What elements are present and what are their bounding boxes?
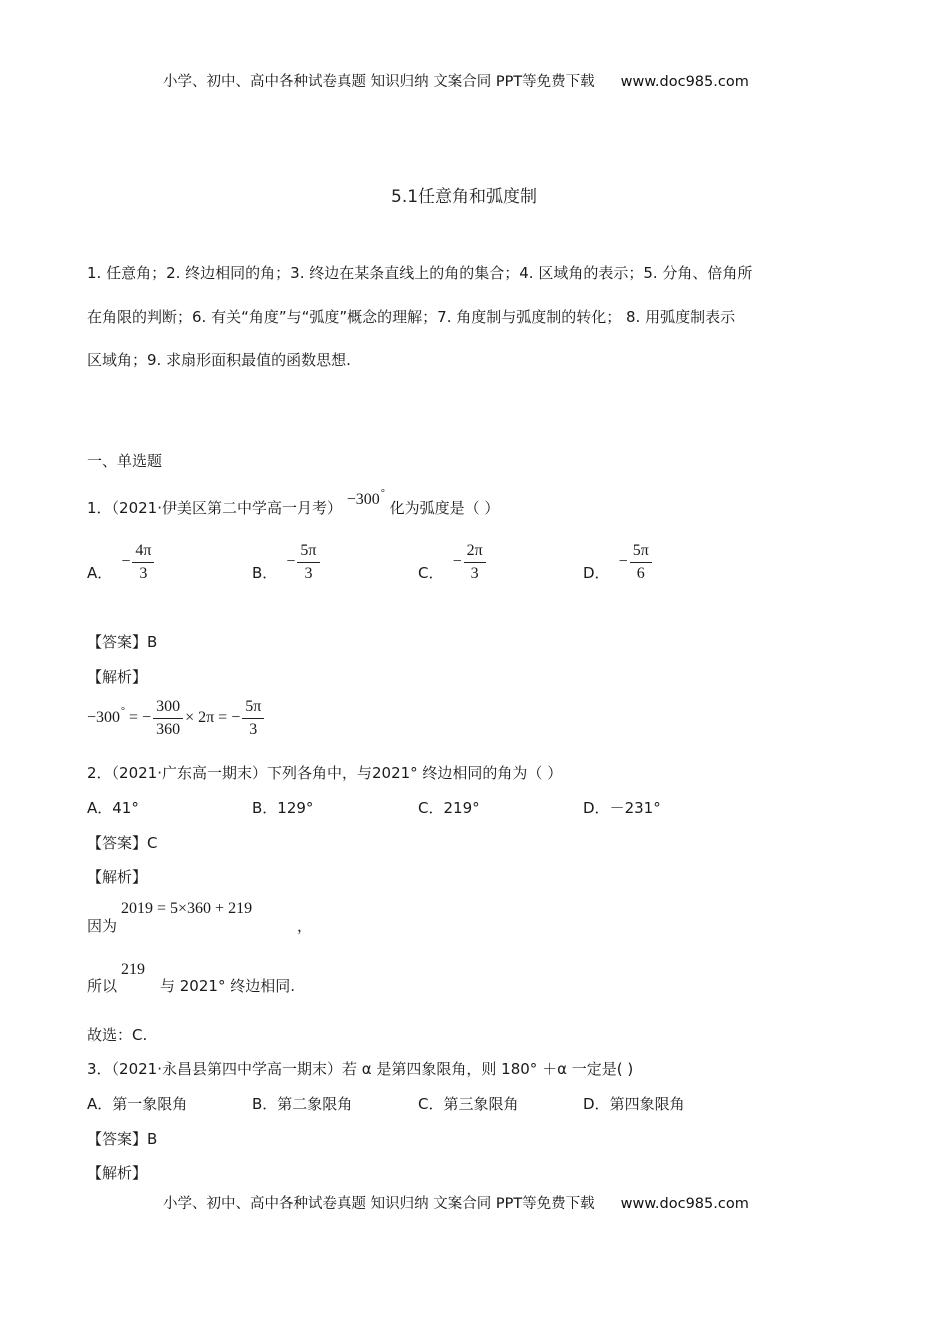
q2-because-tail: ，: [297, 917, 313, 935]
q2-conclusion: 故选：C.: [87, 1026, 148, 1044]
page-header: [163, 70, 749, 91]
q1-answer: 【答案】B: [87, 633, 158, 651]
footer-text: 小学、初中、高中各种试卷真题 知识归纳 文案合同 PPT等免费下载: [163, 1196, 595, 1212]
topics-line-3: 区域角；9. 求扇形面积最值的函数思想.: [87, 351, 351, 369]
q1-option-a: A． − $\frac{4\pi}{3}$: [87, 542, 152, 583]
q3-option-c: C．第三象限角: [418, 1095, 519, 1113]
page-footer: [163, 1192, 749, 1213]
q3-option-b: B．第二象限角: [252, 1095, 353, 1113]
q1-stem: [87, 488, 500, 518]
header-url[interactable]: www.doc985.com: [620, 74, 749, 90]
q1-option-d: D． − $\frac{5\pi}{6}$: [583, 542, 650, 583]
q3-analysis-label: 【解析】: [87, 1164, 148, 1182]
q2-option-d: D．－231°: [583, 799, 661, 817]
q1-stem-math: −300°: [346, 488, 385, 508]
q2-option-c: C．219°: [418, 799, 480, 817]
q3-stem: 3．（2021·永昌县第四中学高一期末）若 α 是第四象限角，则 180° ＋α 一定是( ): [87, 1060, 634, 1078]
q3-answer: 【答案】B: [87, 1130, 158, 1148]
topics-line-2: 在角限的判断；6. 有关“角度”与“弧度”概念的理解；7. 角度制与弧度制的转化； 8. 用弧度制表示: [87, 308, 736, 326]
q2-option-b: B．129°: [252, 799, 314, 817]
q1-analysis-label: 【解析】: [87, 668, 148, 686]
q2-so-label: 所以: [87, 977, 118, 995]
topics-line-1: 1. 任意角；2. 终边相同的角；3. 终边在某条直线上的角的集合；4. 区域角的表示；5. 分角、倍角所: [87, 264, 753, 282]
q3-option-a: A．第一象限角: [87, 1095, 188, 1113]
q1-stem-prefix: 1．（2021·伊美区第二中学高一月考）: [87, 499, 342, 517]
q2-because-math: 2019 = 5×360 + 219: [121, 900, 253, 917]
section-title: 一、单选题: [87, 452, 163, 470]
q2-option-a: A．41°: [87, 799, 139, 817]
header-text: 小学、初中、高中各种试卷真题 知识归纳 文案合同 PPT等免费下载: [163, 74, 595, 90]
q2-because-label: 因为: [87, 917, 118, 935]
q3-option-d: D．第四象限角: [583, 1095, 685, 1113]
q1-stem-suffix: 化为弧度是（ ）: [389, 499, 500, 517]
q1-option-b: B． − $\frac{5\pi}{3}$: [252, 542, 318, 583]
q2-answer: 【答案】C: [87, 834, 158, 852]
q2-so-math: 219: [121, 961, 145, 978]
q1-option-c: C． − $\frac{2\pi}{3}$: [418, 542, 484, 583]
q2-so-tail: 与 2021° 终边相同.: [160, 977, 295, 995]
q2-stem: 2．（2021·广东高一期末）下列各角中，与2021° 终边相同的角为（ ）: [87, 764, 563, 782]
q1-solution: −300° = − $\frac{300}{360}$ × 2π = − $\frac{5\pi}{3}$: [87, 698, 266, 739]
page-title: 5.1任意角和弧度制: [391, 187, 538, 207]
q2-analysis-label: 【解析】: [87, 868, 148, 886]
footer-url[interactable]: www.doc985.com: [620, 1196, 749, 1212]
